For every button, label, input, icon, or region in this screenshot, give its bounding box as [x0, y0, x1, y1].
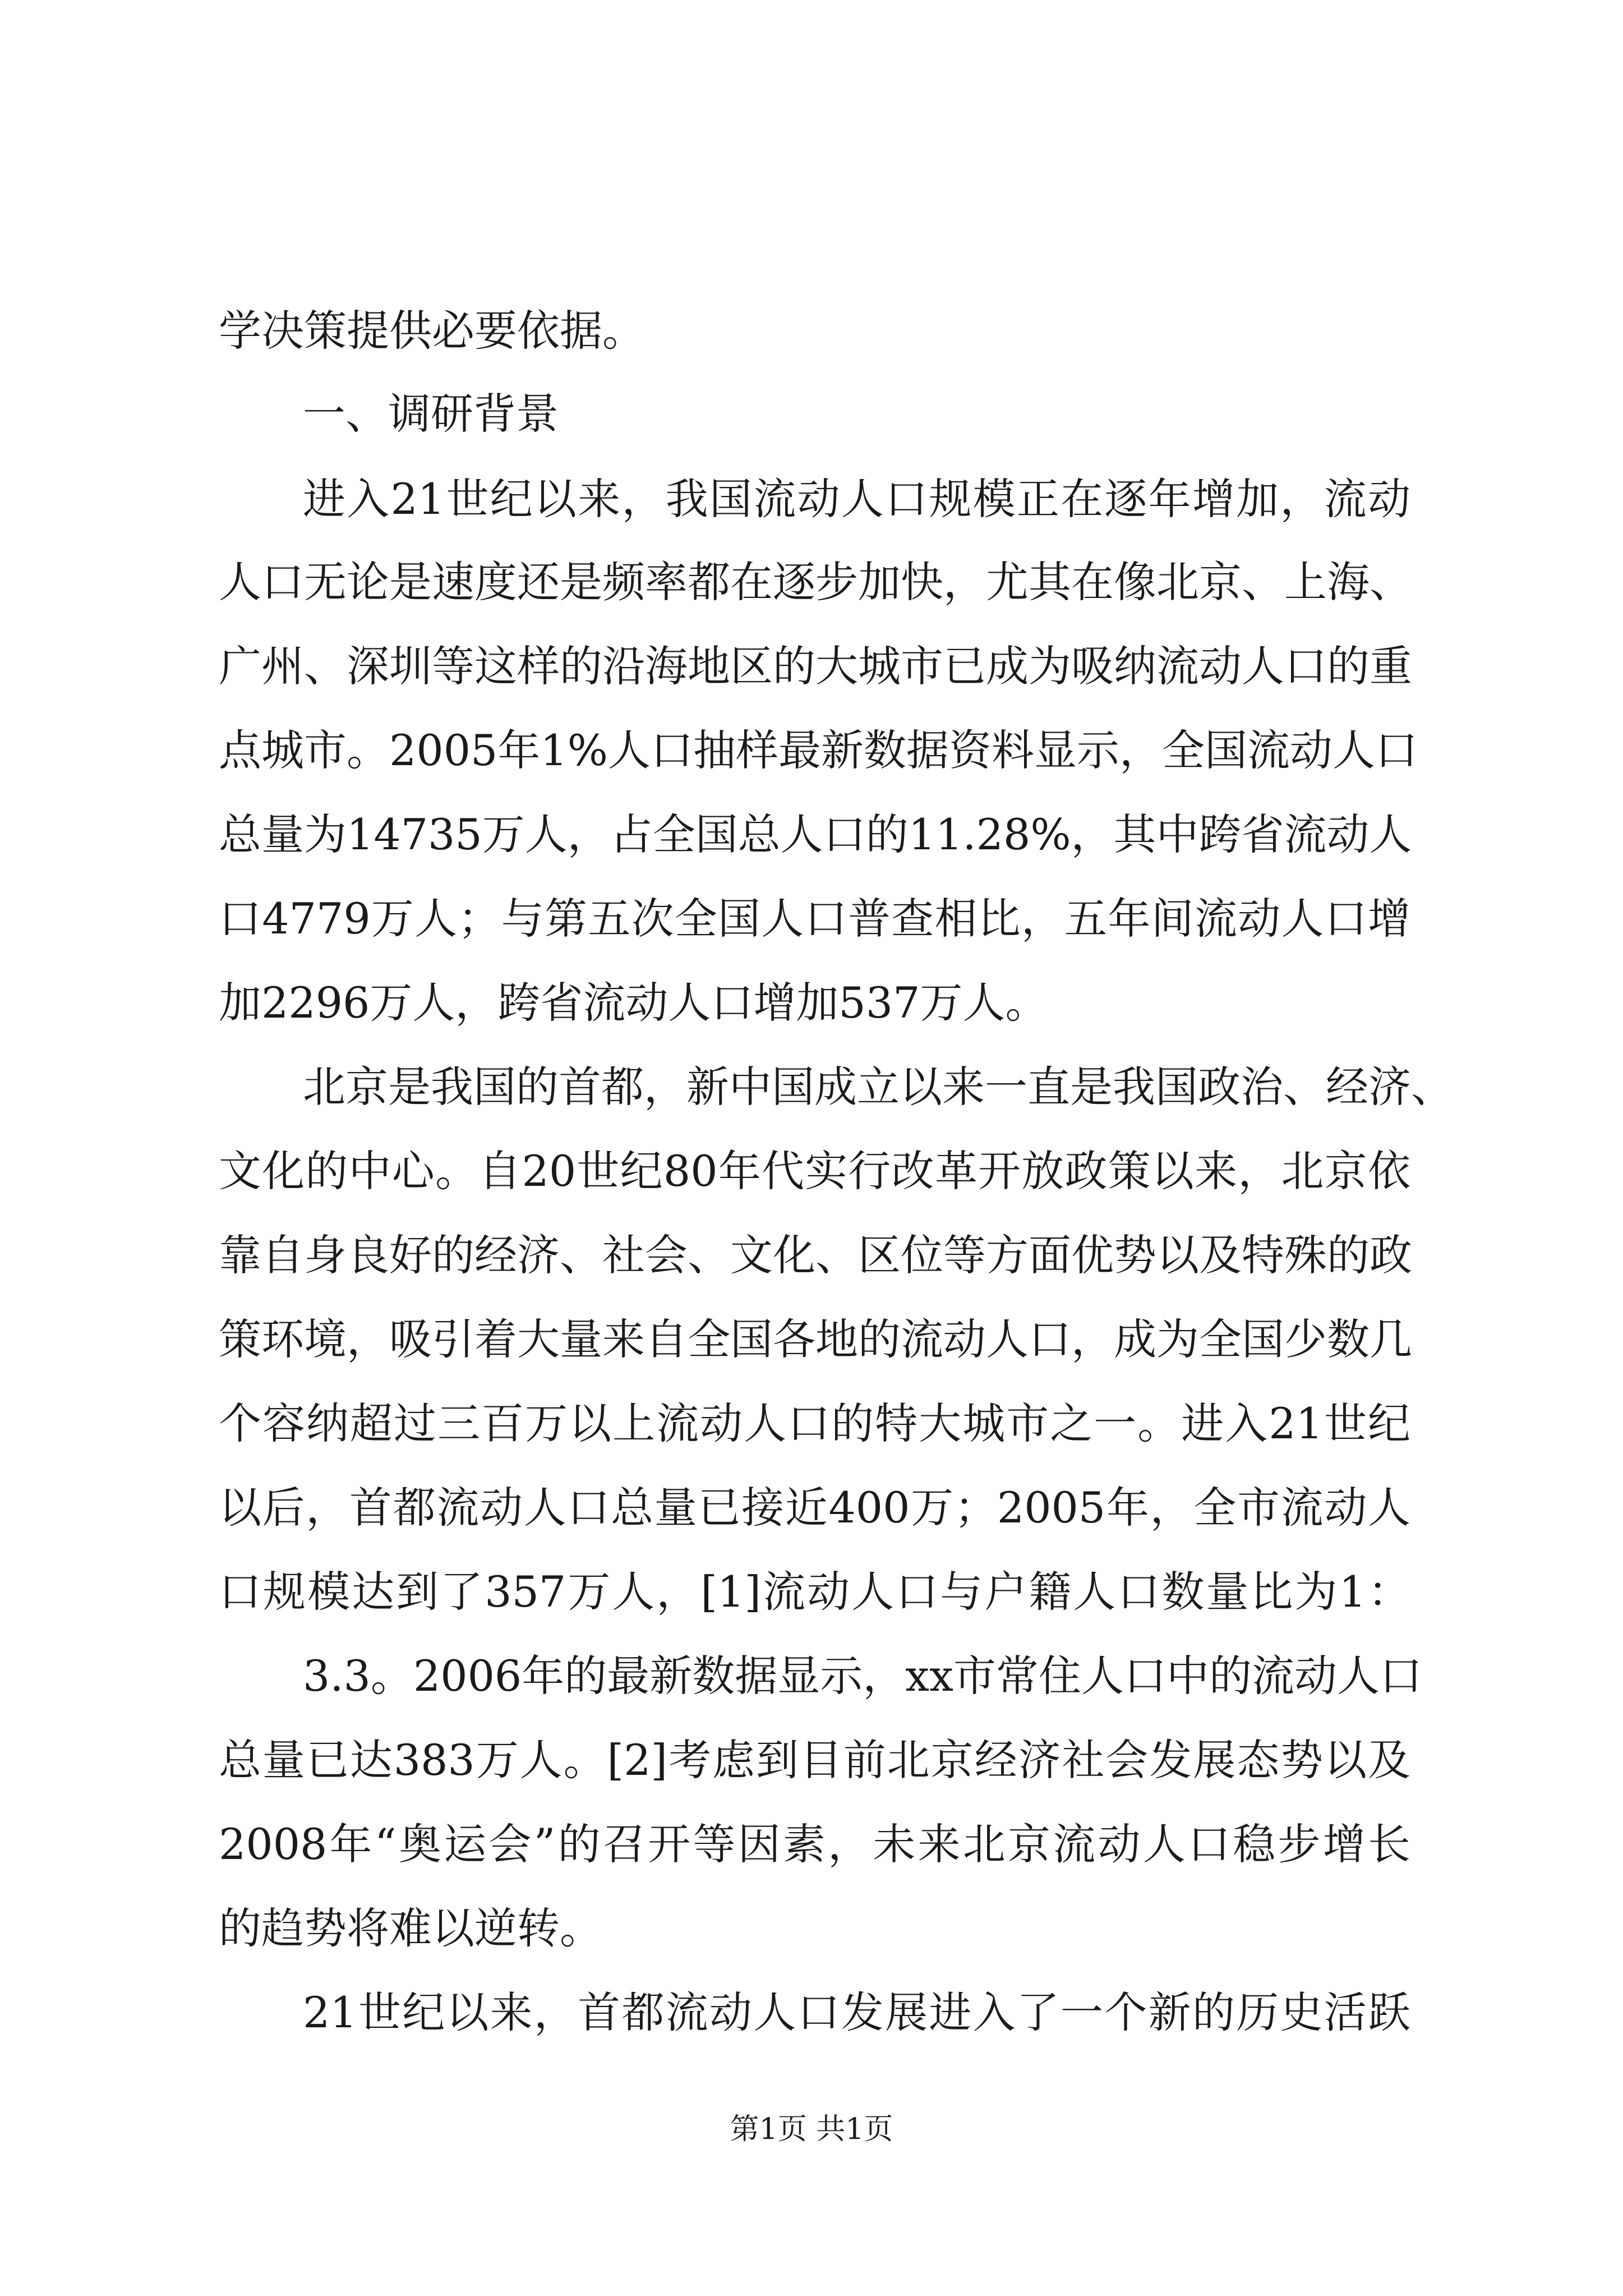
text-line: 口规模达到了357万人，[1]流动人口与户籍人口数量比为1：: [219, 1567, 1410, 1617]
text-line: 进入21世纪以来，我国流动人口规模正在逐年增加，流动: [303, 474, 1410, 524]
page-footer: 第1页 共1页: [730, 2113, 893, 2146]
text-line: 2008年“奥运会”的召开等因素，未来北京流动人口稳步增长: [219, 1819, 1410, 1869]
text-line: 的趋势将难以逆转。: [219, 1903, 602, 1953]
text-line: 广州、深圳等这样的沿海地区的大城市已成为吸纳流动人口的重: [219, 641, 1412, 691]
text-line: 学决策提供必要依据。: [219, 306, 645, 356]
text-line: 以后，首都流动人口总量已接近400万；2005年，全市流动人: [219, 1483, 1410, 1533]
text-line: 文化的中心。自20世纪80年代实行改革开放政策以来，北京依: [219, 1146, 1410, 1196]
text-line: 策环境，吸引着大量来自全国各地的流动人口，成为全国少数几: [219, 1314, 1412, 1364]
text-line: 3.3。2006年的最新数据显示，xx市常住人口中的流动人口: [303, 1651, 1423, 1701]
section-heading: 一、调研背景: [303, 389, 559, 439]
text-line: 个容纳超过三百万以上流动人口的特大城市之一。进入21世纪: [219, 1398, 1410, 1448]
text-line: 人口无论是速度还是频率都在逐步加快，尤其在像北京、上海、: [219, 557, 1412, 607]
text-line: 点城市。2005年1%人口抽样最新数据资料显示，全国流动人口: [219, 725, 1418, 775]
text-line: 北京是我国的首都，新中国成立以来一直是我国政治、经济、: [303, 1062, 1454, 1112]
text-line: 加2296万人，跨省流动人口增加537万人。: [219, 978, 1048, 1028]
text-line: 总量已达383万人。[2]考虑到目前北京经济社会发展态势以及: [219, 1735, 1410, 1785]
text-line: 总量为14735万人，占全国总人口的11.28%，其中跨省流动人: [219, 809, 1412, 859]
text-line: 靠自身良好的经济、社会、文化、区位等方面优势以及特殊的政: [219, 1230, 1412, 1280]
text-line: 口4779万人；与第五次全国人口普查相比，五年间流动人口增: [219, 894, 1410, 944]
text-line: 21世纪以来，首都流动人口发展进入了一个新的历史活跃: [303, 1987, 1410, 2037]
